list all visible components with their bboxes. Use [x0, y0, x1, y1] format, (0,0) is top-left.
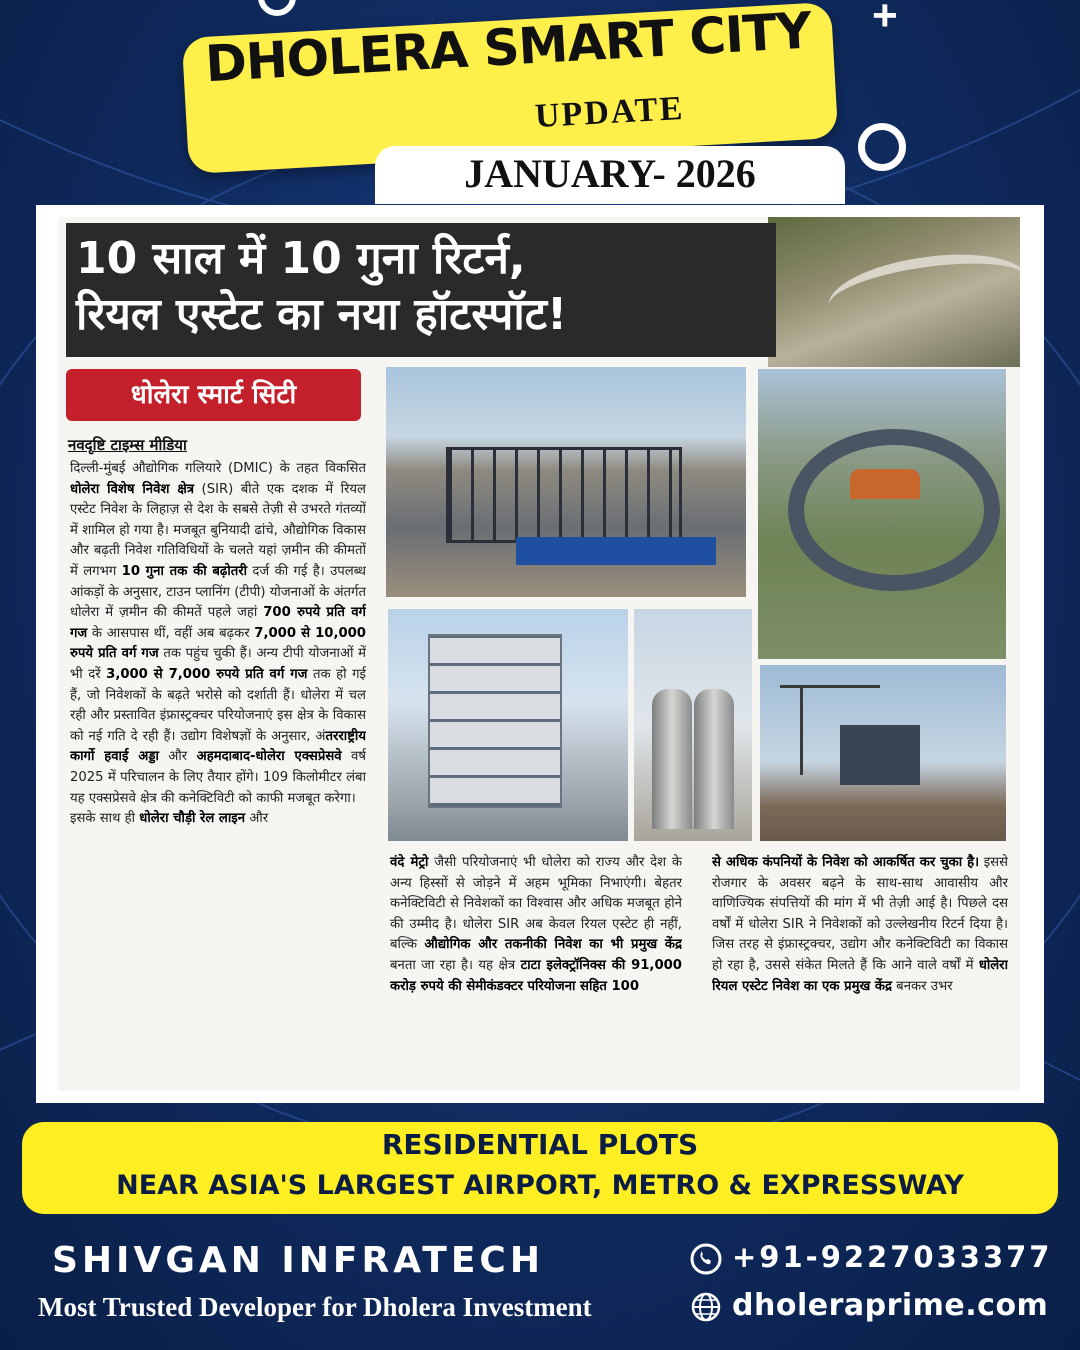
- newspaper-clipping: [36, 205, 1044, 1103]
- headline-line-1: 10 साल में 10 गुना रिटर्न,: [76, 233, 526, 284]
- phone-contact[interactable]: [690, 1240, 1052, 1275]
- phone-number[interactable]: +91-9227033377: [732, 1240, 1053, 1274]
- hero-photo: [768, 217, 1020, 367]
- company-tagline: Most Trusted Developer for Dholera Investment: [38, 1292, 592, 1322]
- section-tag: धोलेरा स्मार्ट सिटी: [66, 369, 361, 421]
- roundabout-photo: [758, 369, 1006, 659]
- article-column-2: वंदे मेट्रो जैसी परियोजनाएं भी धोलेरा को राज्य और देश के अन्य हिस्सों से जोड़ने में अहम भूमिका निभाएंगी। बेहतर कनेक्टिविटी से निवेशकों का विश्वास और अधिक मजबूत होने की उम्मीद है। धोलेरा SIR अब केवल रियल एस्टेट ही नहीं, बल्कि औद्योगिक और तकनीकी निवेश का भी प्रमुख केंद्र बनता जा रहा है। यह क्षेत्र टाटा इलेक्ट्रॉनिक्स की 91,000 करोड़ रुपये की सेमीकंडक्टर परियोजना सहित 100: [390, 855, 682, 994]
- article-column-1: दिल्ली-मुंबई औद्योगिक गलियारे (DMIC) के तहत विकसित धोलेरा विशेष निवेश क्षेत्र (SIR) बीते एक दशक में रियल एस्टेट निवेश के लिहाज़ से देश के सबसे तेज़ी से उभरते गंतव्यों में शामिल हो गया है। मजबूत बुनियादी ढांचे, औद्योगिक विकास और बढ़ती निवेश गतिविधियों के चलते यहां ज़मीन की कीमतों में लगभग 10 गुना तक की बढ़ोतरी दर्ज की गई है। उपलब्ध आंकड़ों के अनुसार, टाउन प्लानिंग (टीपी) योजनाओं के अंतर्गत धोलेरा में ज़मीन की कीमतें पहले जहां 700 रुपये प्रति वर्ग गज के आसपास थीं, वहीं अब बढ़कर 7,000 से 10,000 रुपये प्रति वर्ग गज तक पहुंच चुकी हैं। अन्य टीपी योजनाओं में भी दरें 3,000 से 7,000 रुपये प्रति वर्ग गज तक हो गई हैं, जो निवेशकों के बढ़ते भरोसे को दर्शाती हैं। धोलेरा में चल रही और प्रस्तावित इंफ्रास्ट्रक्चर परियोजनाएं इस क्षेत्र के विकास को नई गति दे रही हैं। उद्योग विशेषज्ञों के अनुसार, अंतरराष्ट्रीय कार्गो हवाई अड्डा और अहमदाबाद-धोलेरा एक्सप्रेसवे वर्ष 2025 में परिचालन के लिए तैयार होंगे। 109 किलोमीटर लंबा यह एक्सप्रेसवे क्षेत्र की कनेक्टिविटी को काफी मजबूत करेगा। इसके साथ ही धोलेरा चौड़ी रेल लाइन और: [70, 461, 366, 827]
- whatsapp-icon: [690, 1243, 722, 1275]
- website-link[interactable]: dholeraprime.com: [732, 1288, 1049, 1323]
- building-photo: [388, 609, 628, 841]
- page-title: DHOLERA SMART CITY: [203, 1, 813, 94]
- silo-photo: [634, 609, 752, 841]
- cta-line-1: RESIDENTIAL PLOTS: [381, 1128, 699, 1161]
- article-headline: [76, 231, 776, 343]
- cta-line-2: NEAR ASIA'S LARGEST AIRPORT, METRO & EXPRESSWAY: [116, 1170, 964, 1201]
- headline-line-2: रियल एस्टेट का नया हॉटस्पॉट!: [76, 289, 568, 340]
- globe-icon: [690, 1291, 722, 1323]
- website-contact[interactable]: [690, 1288, 1048, 1323]
- ring-decoration: [858, 123, 906, 171]
- company-name: SHIVGAN INFRATECH: [52, 1240, 544, 1281]
- byline: नवदृष्टि टाइम्स मीडिया: [68, 436, 187, 454]
- plus-decoration: +: [872, 0, 898, 40]
- page-subtitle: UPDATE: [534, 89, 686, 136]
- construction-photo: [760, 665, 1006, 841]
- factory-photo: [386, 367, 746, 597]
- article-column-3: से अधिक कंपनियों के निवेश को आकर्षित कर चुका है। इससे रोजगार के अवसर बढ़ने के साथ-साथ आवासीय और वाणिज्यिक संपत्तियों की मांग में भी तेज़ी आई है। पिछले दस वर्षों में धोलेरा SIR ने निवेशकों को उल्लेखनीय रिटर्न दिया है। जिस तरह से इंफ्रास्ट्रक्चर, उद्योग और कनेक्टिविटी का विकास हो रहा है, उससे संकेत मिलते हैं कि आने वाले वर्षों में धोलेरा रियल एस्टेट निवेश का एक प्रमुख केंद्र बनकर उभर: [712, 855, 1008, 994]
- date-label: JANUARY- 2026: [464, 151, 756, 196]
